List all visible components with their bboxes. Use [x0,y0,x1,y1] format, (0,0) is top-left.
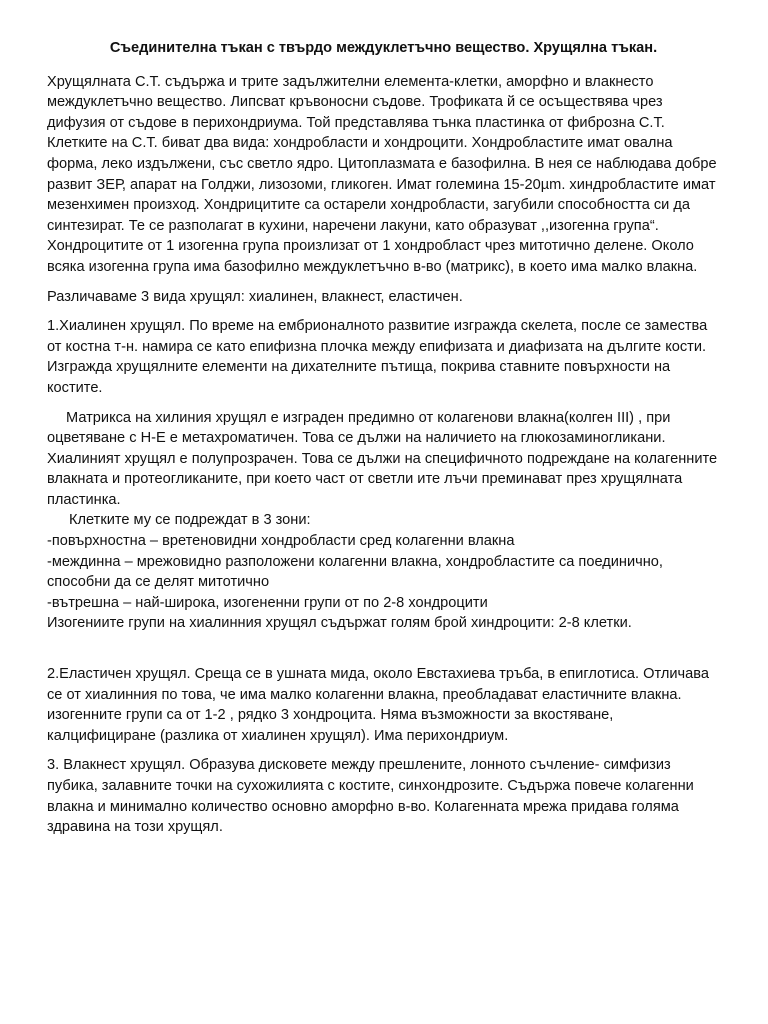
zones-intro: Клетките му се подреждат в 3 зони: [69,512,311,529]
matrix-paragraph: Матрикса на хилиния хрущял е изграден предимно от колагенови влакна(колген III) , при оцветяване с H-E е метахроматичен. Това се дължи на наличието на глюкозаминогликани. Хиалиният хрущял е полупрозрачен. Това се дължи на специфичното подреждане на колагенните влакната и протеогликаните, при което част от светли ите лъчи преминават през хрущялната пластинка. [47,409,718,508]
isogenic-groups-line: Изогениите групи на хиалинния хрущял съдържат голям брой хиндроцити: 2-8 клетки. [47,615,632,632]
hyaline-details-block [47,408,720,635]
fibrous-cartilage-paragraph: 3. Влакнест хрущял. Образува дисковете между прешлените, лонното съчление- симфизиз пубика, залавните точки на сухожилията с костите, синхондрозите. Съдържа повече колагенни влакна и минимално количество основно аморфно в-во. Колагенната мрежа придава голяма здравина на този хрущял. [47,757,694,836]
zone-middle: -междинна – мрежовидно разположени колагенни влакна, хондробластите са поединично, способни да се делят митотично [47,553,663,591]
zone-inner: -вътрешна – най-широка, изогененни групи от по 2-8 хондроцити [47,594,488,611]
document-title: Съединителна тъкан с твърдо междуклетъчно вещество. Хрущялна тъкан. [109,40,658,56]
intro-paragraph: Хрущялната С.Т. съдържа и трите задължителни елемента-клетки, аморфно и влакнесто междуклетъчно вещество. Липсват кръвоносни съдове. Трофиката й се осъществява чрез дифузия от съдове в перихондриума. Той представлява тънка пластинка от фиброзна С.Т. Клетките на С.Т. биват два вида: хондробласти и хондроцити. Хондробластите имат овална форма, леко издължени, със светло ядро. Цитоплазмата е базофилна. В нея се наблюдава добре развит ЗЕР, апарат на Голджи, лизозоми, гликоген. Имат големина 15-20µm. хиндробластите имат мезенхимен произход. Хондрицитите са остарели хондробласти, загубили способността си да синтезират. Те се разполагат в кухини, наречени лакуни, като образуват ,,изогенна група“. Хондроцитите от 1 изогенна група произлизат от 1 хондробласт чрез митотично делене. Около всяка изогенна група има базофилно междуклетъчно в-во (матрикс), в което има малко влакна. [47,73,717,275]
zone-surface: -повърхностна – вретеновидни хондробласти сред колагенни влакна [47,533,515,550]
cartilage-types-paragraph: Различаваме 3 вида хрущял: хиалинен, влакнест, еластичен. [47,288,463,305]
elastic-cartilage-paragraph: 2.Еластичен хрущял. Среща се в ушната мида, около Евстахиева тръба, в епиглотиса. Отличава се от хиалинния по това, че има малко колагенни влакна, преобладават еластичните влакна. изогенните групи са от 1-2 , рядко 3 хондроцита. Няма възможности за вкостяване, калцифициране (разлика от хиалинен хрущял). Има перихондриум. [47,666,709,744]
hyaline-cartilage-paragraph: 1.Хиалинен хрущял. По време на ембрионалното развитие изгражда скелета, после се замества от костна т-н. намира се като епифизна плочка между епифизата и диафизата на дългите кости. Изгражда хрущялните елементи на дихателните пътища, покрива ставните повърхности на костите. [47,318,708,396]
